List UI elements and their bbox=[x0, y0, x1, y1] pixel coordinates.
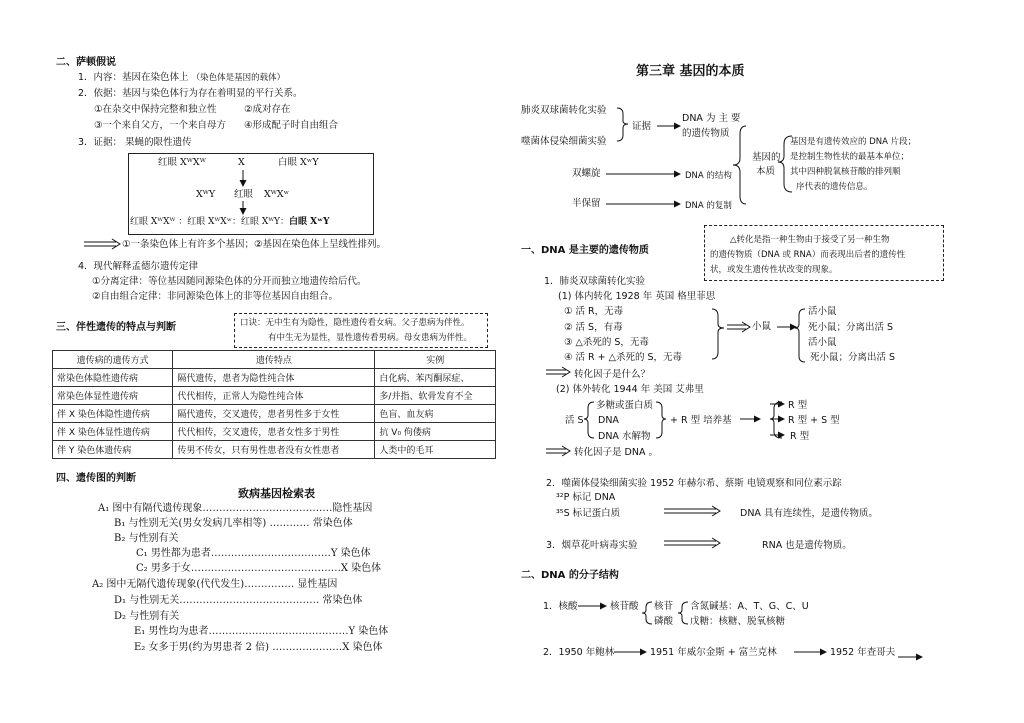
segregation-law: ①分离定律：等位基因随同源染色体的分开而独立地遗传给后代。 bbox=[92, 276, 367, 287]
mouse-double-arrow-head bbox=[742, 322, 750, 332]
gene-essence-label-2: 本质 bbox=[756, 166, 776, 177]
key-line-b1: B₁ 与性别无关(男女发病几率相等) ………… 常染色体 bbox=[114, 518, 353, 529]
phage-exp-title: 2．噬菌体侵染细菌实验 1952 年赫尔希、蔡斯 电镜观察和同位素示踪 bbox=[546, 478, 842, 489]
sutton-point-1-note: （染色体是基因的载体） bbox=[191, 73, 286, 83]
exp-pneumococcus: 肺炎双球菌转化实验 bbox=[521, 105, 607, 116]
key-line-a2: A₂ 图中无隔代遗传现象(代代发生)…………… 显性基因 bbox=[92, 579, 338, 590]
gene-essence-label: 基因的 bbox=[752, 152, 781, 163]
evidence-label: 证据 bbox=[632, 121, 652, 132]
f1-female: XᵂXʷ bbox=[264, 189, 290, 200]
invivo-2: ② 活 S，有毒 bbox=[564, 322, 623, 333]
key-line-d2: D₂ 与性别有关 bbox=[114, 611, 180, 622]
nucleotide-brace bbox=[642, 602, 652, 624]
culture-medium: + R 型 培养基 bbox=[670, 415, 732, 426]
question2-arrow bbox=[546, 449, 566, 453]
section-title-sexlinked: 三、伴性遗传的特点与判断 bbox=[56, 322, 176, 333]
key-line-e2: E₂ 女多于男(约为男患者 2 倍) …………………X 染色体 bbox=[134, 642, 383, 653]
question-2: 转化因子是 DNA 。 bbox=[574, 447, 658, 458]
tmv-exp-title: 3．烟草花叶病毒实验 bbox=[546, 540, 638, 551]
table-cell: 抗 V₀ 佝偻病 bbox=[375, 423, 496, 441]
mouse-label: 小鼠 bbox=[752, 321, 772, 332]
invitro-left-brace bbox=[584, 402, 594, 438]
chapter-title: 第三章 基因的本质 bbox=[636, 64, 745, 79]
transform-note-1: △转化是指一种生物由于接受了另一种生物 bbox=[730, 235, 890, 245]
history-pauling: 2．1950 年鲍林 bbox=[543, 647, 615, 658]
table-cell: 隔代遗传，交叉遗传，患者男性多于女性 bbox=[173, 405, 375, 423]
table-cell: 色盲、血友病 bbox=[375, 405, 496, 423]
f2-red: 红眼 XᵂXᵂ ：红眼 XᵂXʷ：红眼 XᵂY： bbox=[130, 217, 289, 227]
dna-main-material-2: 的遗传物质 bbox=[682, 128, 730, 139]
pentose: 戊糖：核糖、脱氧核糖 bbox=[690, 616, 786, 627]
table-cell: 代代相传，正常人为隐性纯合体 bbox=[173, 387, 375, 405]
key-line-c1: C₁ 男性都为患者………………………………Y 染色体 bbox=[136, 548, 371, 559]
mouse-double-arrow bbox=[727, 325, 746, 329]
mouse-result-4: 死小鼠；分离出活 S bbox=[810, 352, 896, 363]
table-cell: 常染色体隐性遗传病 bbox=[53, 369, 173, 387]
mouse-result-3: 活小鼠 bbox=[808, 337, 837, 348]
tmv-result: RNA 也是遗传物质。 bbox=[762, 540, 852, 551]
f1-label: 红眼 bbox=[234, 189, 254, 200]
table-cell: 传男不传女，只有男性患者没有女性患者 bbox=[173, 441, 375, 459]
section-title-pedigree: 四、遗传图的判断 bbox=[56, 473, 136, 484]
key-line-e1: E₁ 男性均为患者……………………………………Y 染色体 bbox=[134, 626, 389, 637]
tmv-double-arrow bbox=[664, 541, 716, 545]
gene-def-2: 是控制生物性状的最基本单位； bbox=[790, 152, 910, 162]
table-cell: 伴 Y 染色体遗传病 bbox=[53, 441, 173, 459]
table-cell: 多/并指、软骨发育不全 bbox=[375, 387, 496, 405]
phage-p32: ³²P 标记 DNA bbox=[556, 492, 616, 503]
nucleic-acid: 1．核酸 bbox=[543, 601, 578, 612]
gene-def-1: 基因是有遗传效应的 DNA 片段； bbox=[790, 137, 917, 147]
tmv-double-arrow-head bbox=[712, 538, 720, 548]
invitro-title: (2) 体外转化 1944 年 美国 艾弗里 bbox=[556, 384, 704, 395]
invivo-4: ④ 活 R + △杀死的 S，无毒 bbox=[564, 352, 683, 363]
sutton-point-1-text: 1．内容：基因在染色体上 bbox=[78, 72, 189, 83]
key-line-c2: C₂ 男多于女………………………………………X 染色体 bbox=[136, 563, 382, 574]
nucleoside-brace bbox=[678, 602, 688, 624]
assortment-law: ②自由组合定律：非同源染色体上的非等位基因自由组合。 bbox=[92, 291, 339, 302]
section-title-sutton: 二、萨顿假说 bbox=[56, 57, 116, 68]
mnemonic-line-2: 有中生无为显性，显性遗传看男病。母女患病为伴性。 bbox=[268, 333, 473, 343]
nucleoside: 核苷 bbox=[654, 601, 674, 612]
sutton-point-2a: ①在杂交中保持完整和独立性 bbox=[94, 104, 217, 115]
invivo-3: ③ △杀死的 S，无毒 bbox=[564, 337, 649, 348]
nucleotide: 核苷酸 bbox=[610, 601, 639, 612]
f1-male: XᵂY bbox=[196, 189, 216, 200]
mouse-result-brace bbox=[795, 309, 805, 362]
phage-double-arrow bbox=[664, 509, 716, 513]
history-chargaff: 1952 年查哥夫 bbox=[830, 647, 896, 658]
sutton-point-4: 4．现代解释孟德尔遗传定律 bbox=[78, 261, 199, 272]
cross-female: 红眼 XᵂXᵂ bbox=[158, 157, 206, 168]
sutton-point-2: 2．依据：基因与染色体行为存在着明显的平行关系。 bbox=[78, 88, 303, 99]
table-header: 实例 bbox=[375, 351, 496, 369]
question2-arrow-head bbox=[562, 446, 570, 456]
f2-white: 白眼 XʷY bbox=[289, 217, 330, 227]
conclusion-arrow bbox=[84, 242, 116, 246]
component-2: DNA bbox=[598, 415, 619, 426]
gene-def-3: 其中四种脱氧核苷酸的排列顺 bbox=[790, 167, 901, 177]
component-1: 多糖或蛋白质 bbox=[596, 400, 654, 411]
pneumo-exp-title: 1．肺炎双球菌转化实验 bbox=[544, 276, 646, 287]
mnemonic-line-1: 口诀：无中生有为隐性，隐性遗传看女病。父子患病为伴性。 bbox=[240, 318, 470, 328]
section-title-dna-structure: 二、DNA 的分子结构 bbox=[521, 570, 619, 581]
sutton-point-2d: ④形成配子时自由组合 bbox=[244, 120, 339, 131]
semi-conservative: 半保留 bbox=[572, 198, 601, 209]
table-cell: 白化病、苯丙酮尿症、 bbox=[375, 369, 496, 387]
phosphate: 磷酸 bbox=[654, 616, 674, 627]
invivo-brace bbox=[712, 309, 724, 359]
invivo-1: ① 活 R，无毒 bbox=[564, 306, 624, 317]
key-line-a1: A₁ 图中有隔代遗传现象…………………………………隐性基因 bbox=[98, 503, 373, 514]
conclusion-arrow-head bbox=[112, 239, 120, 249]
cross-male: 白眼 XʷY bbox=[278, 157, 319, 168]
section-title-dna-material: 一、DNA 是主要的遗传物质 bbox=[521, 245, 649, 256]
mouse-result-2: 死小鼠；分离出活 S bbox=[808, 322, 894, 333]
result-r-s: R 型 + S 型 bbox=[788, 415, 840, 426]
exp-phage: 噬菌体侵染细菌实验 bbox=[521, 136, 607, 147]
live-s: 活 S bbox=[565, 415, 584, 426]
key-line-d1: D₁ 与性别无关…………………………………… 常染色体 bbox=[114, 595, 363, 606]
gene-def-4: 序代表的遗传信息。 bbox=[796, 182, 873, 192]
cross-symbol: X bbox=[238, 157, 245, 168]
dna-structure: DNA 的结构 bbox=[685, 171, 732, 181]
invitro-right-brace bbox=[656, 402, 666, 438]
phage-double-arrow-head bbox=[712, 506, 720, 516]
table-header: 遗传特点 bbox=[173, 351, 375, 369]
question1-arrow-head bbox=[562, 367, 570, 377]
gene-essence-brace bbox=[733, 126, 746, 204]
key-line-b2: B₂ 与性别有关 bbox=[114, 533, 179, 544]
table-cell: 常染色体显性遗传病 bbox=[53, 387, 173, 405]
gene-def-brace bbox=[778, 136, 792, 192]
double-helix: 双螺旋 bbox=[572, 168, 601, 179]
table-cell: 伴 X 染色体显性遗传病 bbox=[53, 423, 173, 441]
invivo-title: (1) 体内转化 1928 年 英国 格里菲思 bbox=[558, 291, 716, 302]
transform-note-3: 状，或发生遗传性状改变的现象。 bbox=[710, 265, 838, 275]
table-header: 遗传病的遗传方式 bbox=[53, 351, 173, 369]
sutton-point-3: 3．证据： 果蝇的限性遗传 bbox=[78, 137, 192, 148]
sutton-point-2b: ②成对存在 bbox=[244, 104, 291, 115]
result-r-2: R 型 bbox=[790, 431, 810, 442]
question-1: 转化因子是什么？ bbox=[574, 369, 651, 380]
key-title: 致病基因检索表 bbox=[238, 487, 315, 500]
question1-arrow bbox=[546, 370, 566, 374]
sutton-point-2c: ③一个来自父方，一个来自母方 bbox=[94, 120, 227, 131]
dna-replication: DNA 的复制 bbox=[685, 201, 732, 211]
table-cell: 人类中的毛耳 bbox=[375, 441, 496, 459]
history-wilkins: 1951 年威尔金斯 + 富兰克林 bbox=[650, 647, 777, 658]
component-3: DNA 水解物 bbox=[598, 431, 651, 442]
mouse-result-1: 活小鼠 bbox=[808, 306, 837, 317]
dna-main-material: DNA 为 主 要 bbox=[682, 113, 741, 124]
conclusion-text: ①一条染色体上有许多个基因；②基因在染色体上呈线性排列。 bbox=[122, 239, 387, 250]
result-brace bbox=[770, 402, 782, 438]
phage-s35: ³⁵S 标记蛋白质 bbox=[556, 508, 621, 519]
table-cell: 伴 X 染色体隐性遗传病 bbox=[53, 405, 173, 423]
table-cell: 代代相传，交叉遗传，患者女性多于男性 bbox=[173, 423, 375, 441]
evidence-brace bbox=[617, 108, 628, 141]
nitrogen-base: 含氮碱基：A、T、G、C、U bbox=[690, 601, 809, 612]
transform-note-2: 的遗传物质（DNA 或 RNA）而表现出后者的遗传性 bbox=[710, 250, 906, 260]
phage-result: DNA 具有连续性，是遗传物质。 bbox=[740, 508, 878, 519]
table-cell: 隔代遗传，患者为隐性纯合体 bbox=[173, 369, 375, 387]
result-r-1: R 型 bbox=[788, 400, 808, 411]
